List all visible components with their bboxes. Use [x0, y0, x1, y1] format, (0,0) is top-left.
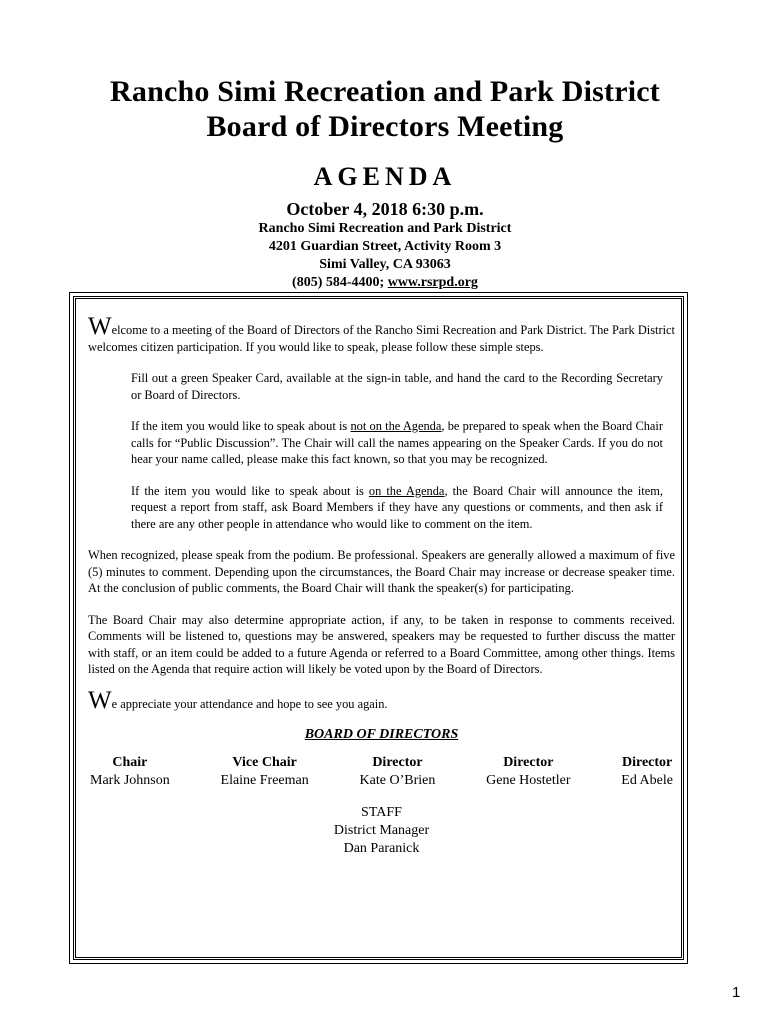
- step3-text-b: , the Board Chair will announce the item, request a report from staff, ask Board Members if they have any questions or comments, and then ask if there are any other people in attendance who would like to comment on the item.: [131, 483, 663, 531]
- step2-text-b: , be prepared to speak when the Board Chair calls for “Public Discussion”. The Chair will call the names appearing on the Speaker Cards. If you do not hear your name called, please make this fact known, so that you may be recognized.: [131, 419, 663, 466]
- agenda-heading: [0, 164, 770, 191]
- staff-name: Dan Paranick: [343, 840, 420, 856]
- member-role: Director: [622, 754, 673, 770]
- closing-paragraph: [88, 686, 675, 714]
- member-role: Director: [372, 754, 423, 770]
- meeting-date: October 4, 2018 6:30 p.m.: [286, 199, 484, 219]
- address-line-1: Rancho Simi Recreation and Park District: [258, 221, 512, 236]
- board-member-director-1: [360, 754, 436, 790]
- board-member-director-2: [486, 754, 570, 790]
- staff-role: District Manager: [333, 822, 430, 838]
- step2-underlined: not on the Agenda: [350, 419, 442, 433]
- closing-drop-cap: W: [88, 686, 112, 714]
- welcome-drop-cap: W: [88, 313, 112, 340]
- website-link[interactable]: www.rsrpd.org: [387, 275, 478, 290]
- board-member-chair: [90, 754, 170, 790]
- member-role: Director: [503, 754, 554, 770]
- welcome-text: elcome to a meeting of the Board of Directors of the Rancho Simi Recreation and Park District. The Park District welcomes citizen participation. If you would like to speak, please follow these simple steps.: [88, 323, 675, 354]
- action-paragraph: The Board Chair may also determine appropriate action, if any, to be taken in response to comments received. Comments will be listened to, questions may be answered, speakers may be requested to further discuss the matter with staff, or an item could be added to a future Agenda or referred to a Board Committee, among other things. Items listed on the Agenda that require action will likely be voted upon by the Board of Directors.: [88, 612, 675, 676]
- staff-label: STAFF: [361, 804, 402, 820]
- member-role: Vice Chair: [232, 754, 297, 770]
- board-member-director-3: [621, 754, 673, 790]
- instructions-box: [73, 296, 684, 960]
- welcome-paragraph: [88, 313, 675, 355]
- agenda-heading-text: AGENDA: [313, 162, 457, 191]
- step3-underlined: on the Agenda: [368, 483, 445, 498]
- document-header: [0, 74, 770, 292]
- step-not-on-agenda: [131, 418, 663, 468]
- address-line-3: Simi Valley, CA 93063: [319, 257, 451, 272]
- step3-text-a: If the item you would like to speak about is: [131, 483, 369, 498]
- recognized-paragraph: When recognized, please speak from the podium. Be professional. Speakers are generally allowed a maximum of five (5) minutes to comment. Depending upon the circumstances, the Board Chair may increase or decrease speaker time. At the conclusion of public comments, the Board Chair will thank the speaker(s) for participating.: [88, 548, 675, 595]
- instructions-content: [88, 313, 675, 858]
- board-member-vice-chair: [221, 754, 309, 790]
- member-name: Gene Hostetler: [486, 772, 571, 788]
- step2-text-a: If the item you would like to speak about is: [131, 419, 351, 433]
- title-line-1: Rancho Simi Recreation and Park District: [110, 75, 660, 108]
- phone-number: (805) 584-4400;: [292, 275, 388, 290]
- closing-text: e appreciate your attendance and hope to see you again.: [111, 696, 388, 711]
- member-name: Ed Abele: [621, 772, 673, 788]
- board-title: BOARD OF DIRECTORS: [304, 727, 459, 742]
- contact-line: [0, 274, 770, 292]
- board-members: [88, 754, 675, 790]
- member-name: Elaine Freeman: [220, 772, 309, 788]
- page-number: 1: [732, 984, 741, 1001]
- step-speaker-card: Fill out a green Speaker Card, available at the sign-in table, and hand the card to the Recording Secretary or Board of Directors.: [131, 371, 663, 402]
- member-role: Chair: [112, 754, 148, 770]
- member-name: Kate O’Brien: [359, 772, 436, 788]
- title-line-2: Board of Directors Meeting: [206, 110, 564, 143]
- staff-block: [88, 804, 675, 858]
- address-line-2: 4201 Guardian Street, Activity Room 3: [268, 239, 502, 254]
- step-on-agenda: [131, 483, 663, 533]
- member-name: Mark Johnson: [90, 772, 170, 788]
